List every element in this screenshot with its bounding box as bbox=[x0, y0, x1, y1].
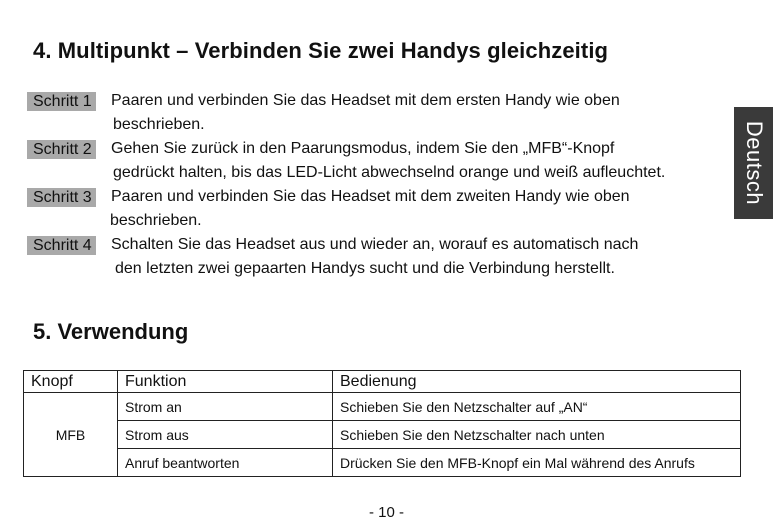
button-cell-mfb: MFB bbox=[24, 393, 118, 477]
step-1-text-line-2: beschrieben. bbox=[113, 116, 205, 133]
funktion-cell: Anruf beantworten bbox=[118, 449, 333, 477]
step-2-label: Schritt 2 bbox=[27, 140, 96, 159]
page-number: - 10 - bbox=[368, 504, 404, 521]
step-4-text-line-2: den letzten zwei gepaarten Handys sucht und die Verbindung herstellt. bbox=[115, 260, 615, 277]
table-row bbox=[24, 421, 741, 449]
table-row bbox=[24, 393, 741, 421]
step-1-text-line-1: Paaren und verbinden Sie das Headset mit dem ersten Handy wie oben bbox=[111, 92, 620, 109]
step-4-label: Schritt 4 bbox=[27, 236, 96, 255]
section-5-title: 5. Verwendung bbox=[33, 319, 189, 344]
funktion-cell: Strom aus bbox=[118, 421, 333, 449]
step-3-text-line-1: Paaren und verbinden Sie das Headset mit dem zweiten Handy wie oben bbox=[111, 188, 630, 205]
table-header-row bbox=[24, 371, 741, 393]
table-row bbox=[24, 449, 741, 477]
step-3-text-line-2: beschrieben. bbox=[110, 212, 202, 229]
language-tab-label: Deutsch bbox=[741, 120, 767, 206]
funktion-cell: Strom an bbox=[118, 393, 333, 421]
language-side-tab bbox=[734, 107, 773, 219]
step-2-text-line-2: gedrückt halten, bis das LED-Licht abwechselnd orange und weiß aufleuchtet. bbox=[113, 164, 666, 181]
header-knopf: Knopf bbox=[24, 371, 118, 393]
step-2-text-line-1: Gehen Sie zurück in den Paarungsmodus, indem Sie den „MFB“-Knopf bbox=[111, 140, 615, 157]
bedienung-cell: Schieben Sie den Netzschalter auf „AN“ bbox=[333, 393, 741, 421]
usage-table bbox=[23, 370, 741, 477]
header-bedienung: Bedienung bbox=[333, 371, 741, 393]
header-funktion: Funktion bbox=[118, 371, 333, 393]
bedienung-cell: Schieben Sie den Netzschalter nach unten bbox=[333, 421, 741, 449]
section-4-title: 4. Multipunkt – Verbinden Sie zwei Handys gleichzeitig bbox=[33, 38, 609, 63]
bedienung-cell: Drücken Sie den MFB-Knopf ein Mal während des Anrufs bbox=[333, 449, 741, 477]
step-3-label: Schritt 3 bbox=[27, 188, 96, 207]
step-4-text-line-1: Schalten Sie das Headset aus und wieder an, worauf es automatisch nach bbox=[111, 236, 639, 253]
step-1-label: Schritt 1 bbox=[27, 92, 96, 111]
